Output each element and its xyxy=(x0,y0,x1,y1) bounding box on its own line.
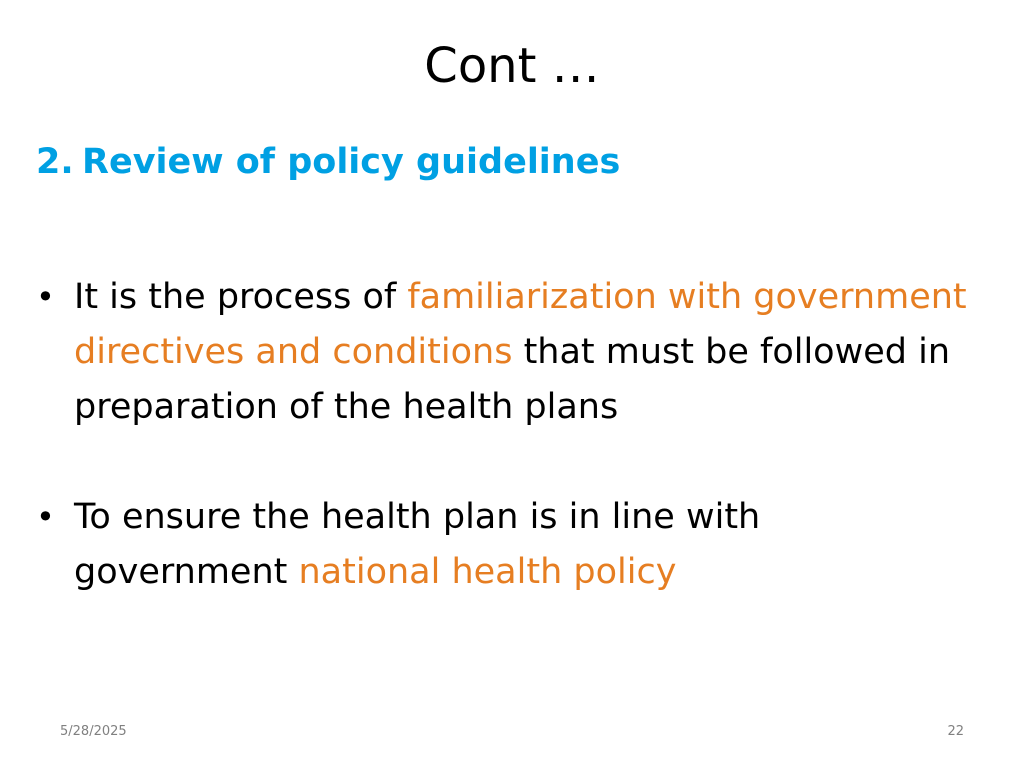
bullet-list xyxy=(36,270,976,600)
section-number: 2. xyxy=(36,142,74,182)
bullet-marker: • xyxy=(36,498,55,536)
page-number: 22 xyxy=(947,724,964,739)
footer-date: 5/28/2025 xyxy=(60,724,127,739)
section-heading xyxy=(36,138,620,186)
bullet-highlight: national health policy xyxy=(298,552,677,592)
bullet-item xyxy=(36,270,976,435)
bullet-text: To ensure the health plan is in line with government xyxy=(74,497,761,592)
section-heading-text: Review of policy guidelines xyxy=(82,142,621,182)
bullet-text: that must be followed in preparation of the health plans xyxy=(74,332,951,427)
slide-title: Cont … xyxy=(424,38,600,94)
bullet-highlight: familiarization with government directives and conditions xyxy=(74,277,967,372)
bullet-item xyxy=(36,490,976,600)
bullet-text: It is the process of xyxy=(74,277,408,317)
bullet-marker: • xyxy=(36,278,55,316)
